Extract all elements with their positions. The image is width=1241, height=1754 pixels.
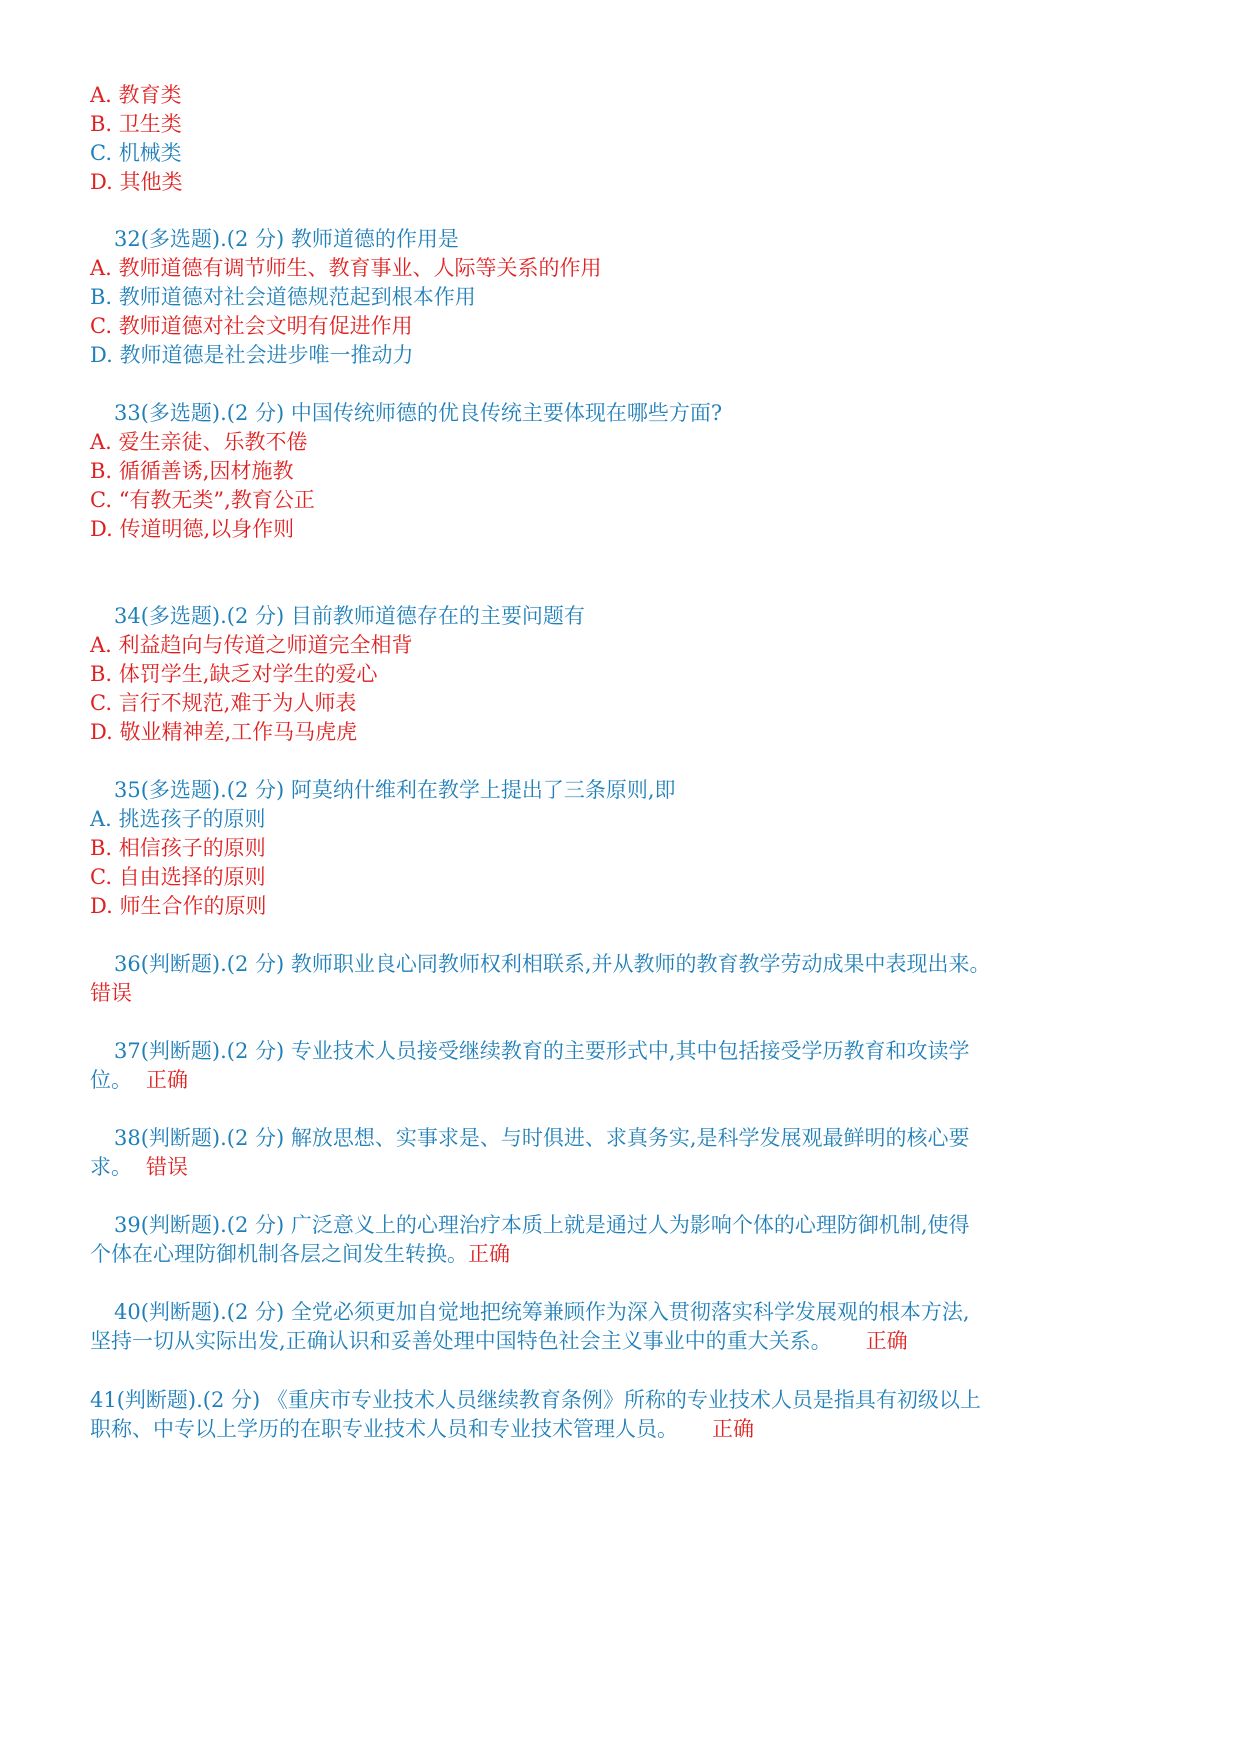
q35-stem: 35(多选题).(2 分) 阿莫纳什维利在教学上提出了三条原则,即: [114, 778, 676, 802]
q41-answer: 正确: [712, 1417, 754, 1441]
q35-option-c: C. 自由选择的原则: [90, 865, 266, 889]
q40-stem: 40(判断题).(2 分) 全党必须更加自觉地把统筹兼顾作为深入贯彻落实科学发展观的根本方法,: [114, 1300, 970, 1324]
q31-option-d: D. 其他类: [90, 170, 183, 194]
q33-option-a: A. 爱生亲徒、乐教不倦: [90, 430, 308, 454]
q35-option-b: B. 相信孩子的原则: [90, 836, 266, 860]
q32-stem: 32(多选题).(2 分) 教师道德的作用是: [114, 227, 459, 251]
q32-option-b: B. 教师道德对社会道德规范起到根本作用: [90, 285, 476, 309]
q34-option-a: A. 利益趋向与传道之师道完全相背: [90, 633, 413, 657]
q32-option-a: A. 教师道德有调节师生、教育事业、人际等关系的作用: [90, 256, 602, 280]
q38-stem-cont: 求。 错误: [90, 1155, 188, 1179]
q33-option-b: B. 循循善诱,因材施教: [90, 459, 294, 483]
q31-option-a: A. 教育类: [90, 83, 182, 107]
q37-stem-cont: 位。 正确: [90, 1068, 188, 1092]
q38-answer: 错误: [146, 1155, 188, 1179]
q36-answer: 错误: [90, 981, 132, 1005]
q34-option-b: B. 体罚学生,缺乏对学生的爱心: [90, 662, 378, 686]
q40-answer: 正确: [865, 1329, 908, 1353]
q32-option-c: C. 教师道德对社会文明有促进作用: [90, 314, 413, 338]
q39-answer: 正确: [468, 1242, 510, 1266]
q41-stem-cont: 职称、中专以上学历的在职专业技术人员和专业技术管理人员。 正确: [90, 1417, 754, 1441]
q37-stem: 37(判断题).(2 分) 专业技术人员接受继续教育的主要形式中,其中包括接受学历教育和攻读学: [114, 1039, 970, 1063]
q35-option-a: A. 挑选孩子的原则: [90, 807, 266, 831]
q33-option-c: C. “有教无类”,教育公正: [90, 488, 315, 512]
q34-option-c: C. 言行不规范,难于为人师表: [90, 691, 357, 715]
q37-answer: 正确: [146, 1068, 188, 1092]
q33-stem: 33(多选题).(2 分) 中国传统师德的优良传统主要体现在哪些方面?: [114, 401, 723, 425]
q36-stem: 36(判断题).(2 分) 教师职业良心同教师权利相联系,并从教师的教育教学劳动成果中表现出来。: [114, 952, 991, 976]
q40-stem-cont: 坚持一切从实际出发,正确认识和妥善处理中国特色社会主义事业中的重大关系。 正确: [90, 1329, 908, 1353]
q35-option-d: D. 师生合作的原则: [90, 894, 267, 918]
q34-option-d: D. 敬业精神差,工作马马虎虎: [90, 720, 358, 744]
q33-option-d: D. 传道明德,以身作则: [90, 517, 295, 541]
q31-option-b: B. 卫生类: [90, 112, 182, 136]
q39-stem: 39(判断题).(2 分) 广泛意义上的心理治疗本质上就是通过人为影响个体的心理防御机制,使得: [114, 1213, 970, 1237]
q31-option-c: C. 机械类: [90, 141, 182, 165]
q32-option-d: D. 教师道德是社会进步唯一推动力: [90, 343, 414, 367]
q34-stem: 34(多选题).(2 分) 目前教师道德存在的主要问题有: [114, 604, 585, 628]
q39-stem-cont: 个体在心理防御机制各层之间发生转换。正确: [90, 1242, 510, 1266]
q38-stem: 38(判断题).(2 分) 解放思想、实事求是、与时俱进、求真务实,是科学发展观最鲜明的核心要: [114, 1126, 970, 1150]
q41-stem: 41(判断题).(2 分) 《重庆市专业技术人员继续教育条例》所称的专业技术人员是指具有初级以上: [90, 1388, 981, 1412]
